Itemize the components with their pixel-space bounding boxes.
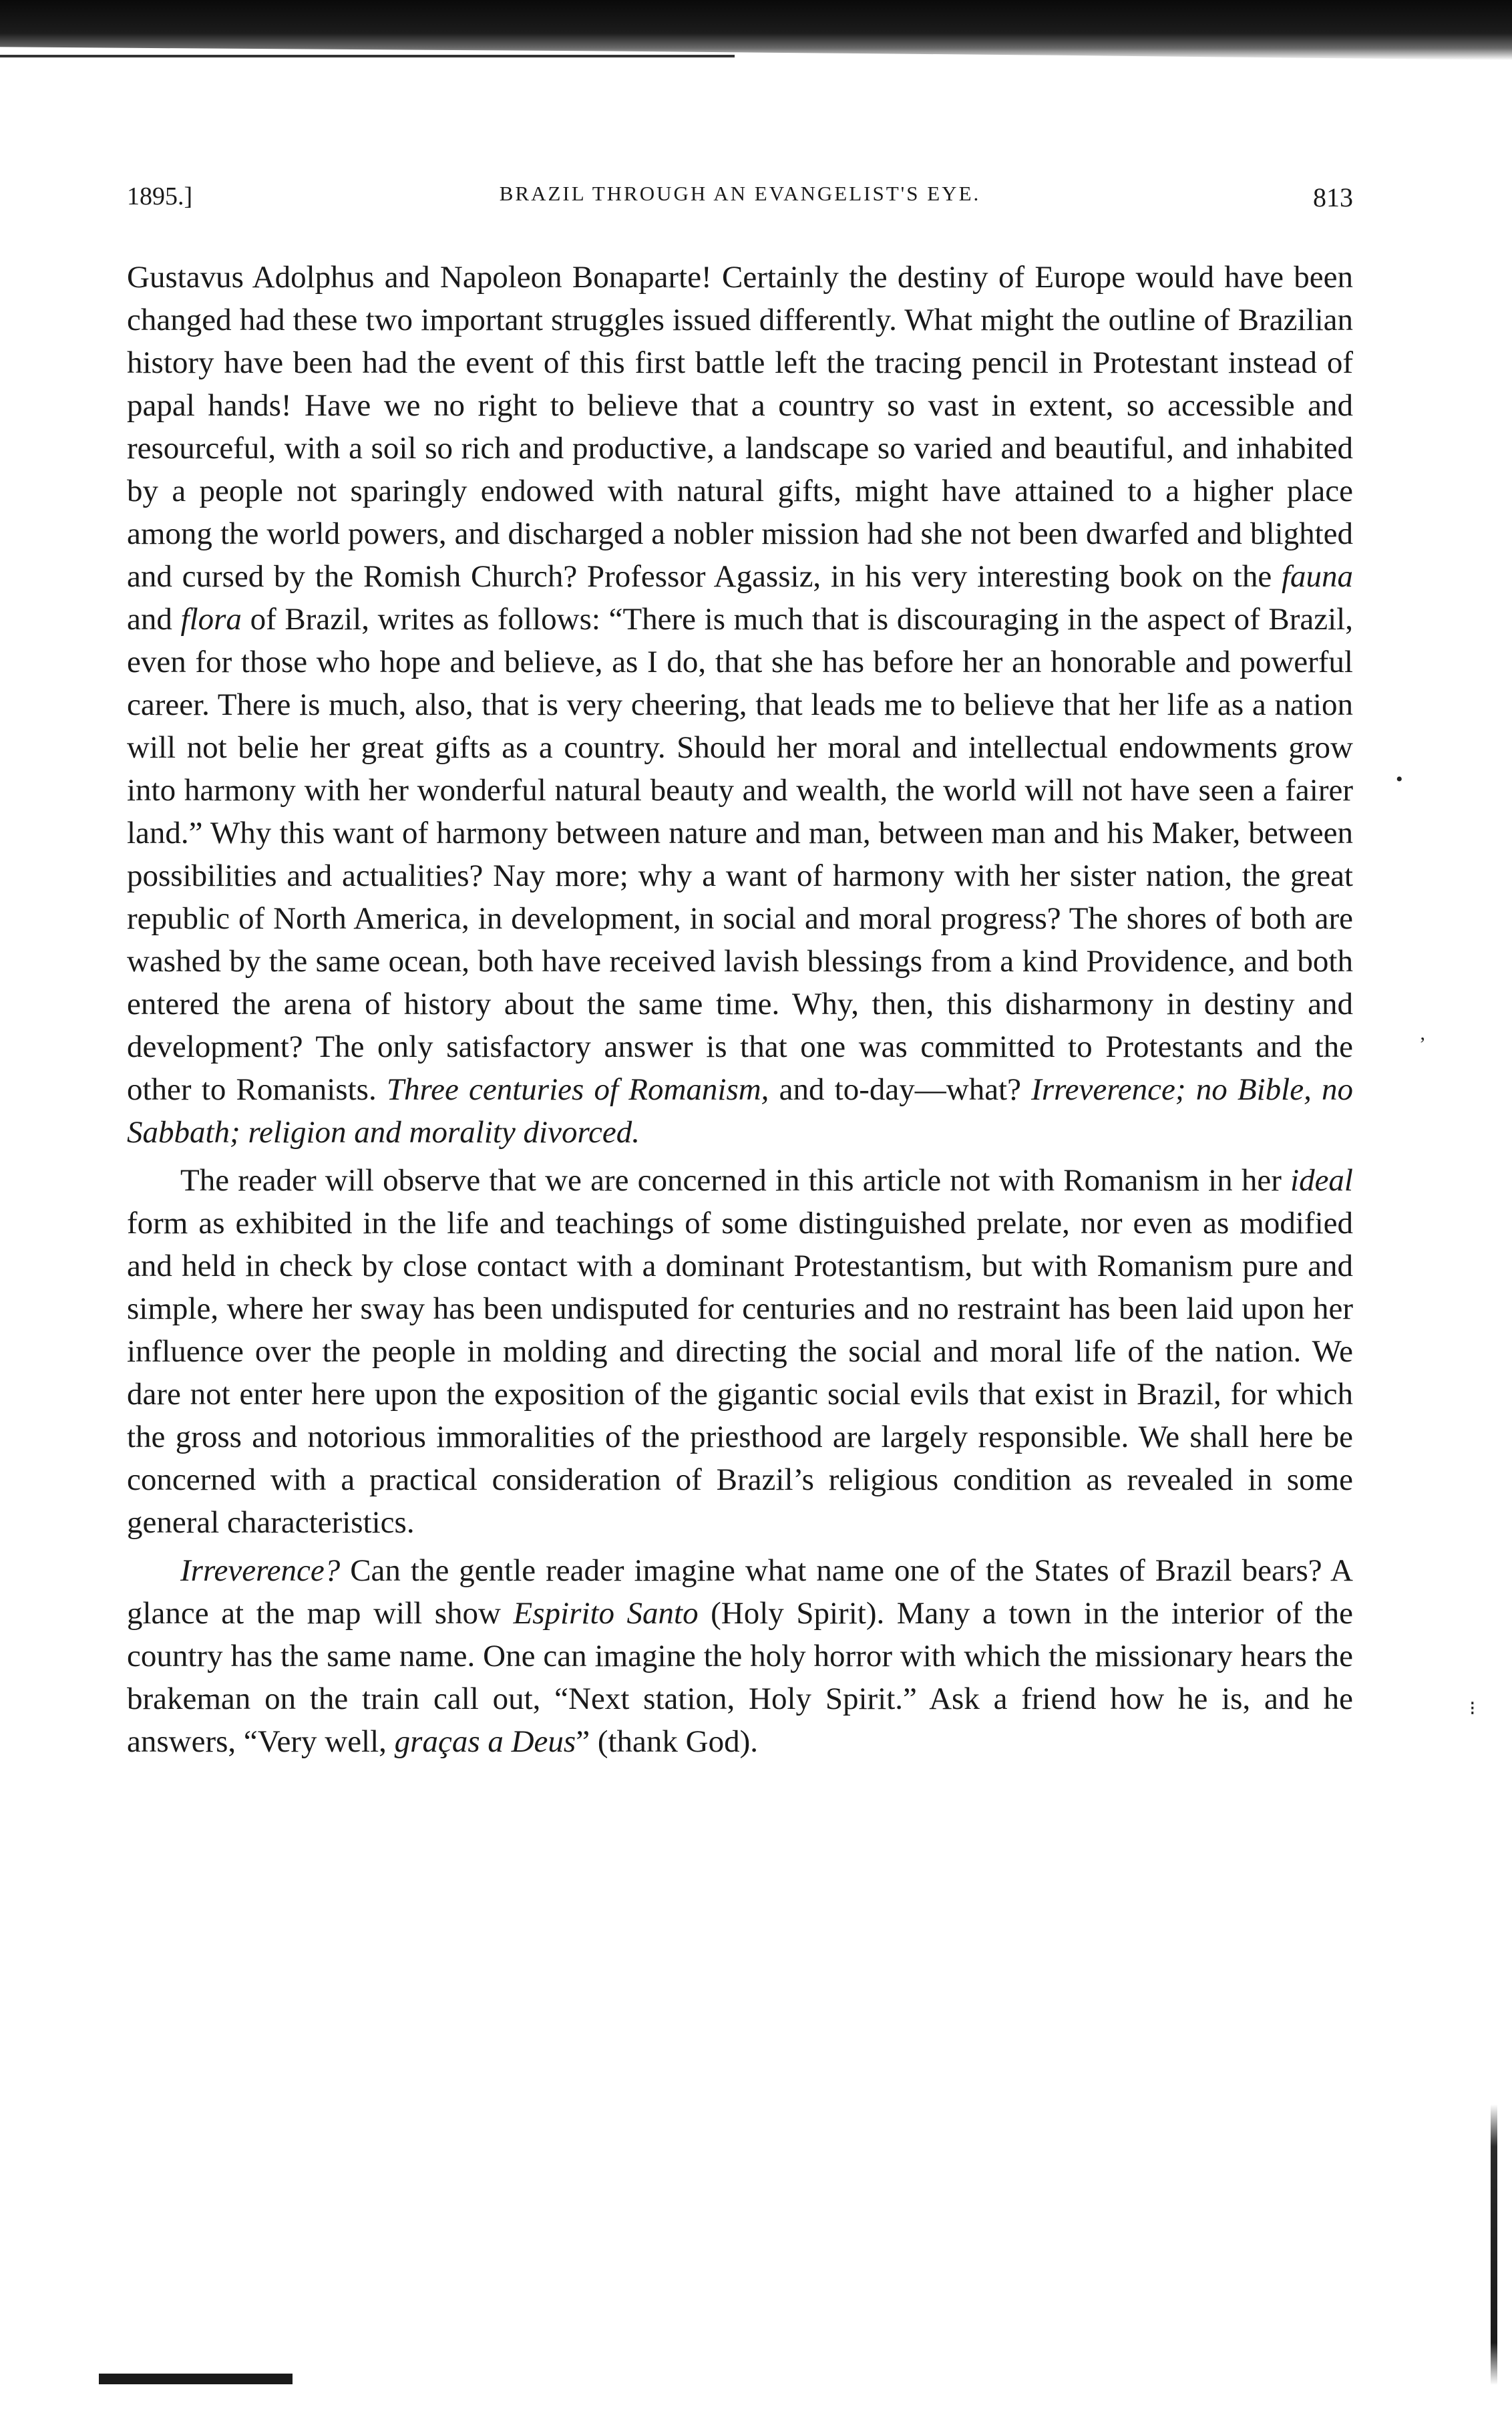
italic-text: Espirito Santo (513, 1596, 699, 1631)
body-text (127, 256, 1353, 1763)
italic-text: ideal (1290, 1163, 1353, 1198)
italic-text: Irreverence? (180, 1553, 341, 1588)
text-run: form as exhibited in the life and teachings of some distinguished prelate, nor even as modified and held in check by close contact with a dominant Protestantism, but with Romanism pure and simple, where her sway has been undisputed for centuries and no restraint has been laid upon her influence over the people in molding and directing the social and moral life of the nation. We dare not enter here upon the exposition of the gigantic social evils that exist in Brazil, for which the gross and notorious immoralities of the priesthood are largely responsible. We shall here be concerned with a practical consideration of Brazil’s religious condition as revealed in some general characteristics. (127, 1206, 1353, 1540)
italic-text: fauna (1281, 559, 1353, 594)
italic-text: Three centuries of Romanism, (386, 1072, 769, 1107)
text-run: and (127, 602, 181, 637)
text-run: ” (thank God). (576, 1724, 758, 1759)
page-number: 813 (1313, 182, 1353, 212)
running-head (127, 182, 1353, 215)
header-year: 1895.] (127, 182, 193, 210)
text-run: The reader will observe that we are concerned in this article not with Romanism in her (180, 1163, 1291, 1198)
scan-edge-right (1491, 2104, 1497, 2385)
italic-text: graças a Deus (394, 1724, 576, 1759)
text-run: (Holy Spirit). Many a town in the interior of the country has the same name. One can imagine the holy horror with which the missionary hears the brakeman on the train call out, “Next station, Holy Spirit.” Ask a friend how he is, and he answers, “Very well, (127, 1596, 1353, 1759)
text-run: of Brazil, writes as follows: “There is much that is discouraging in the aspect of Brazil, even for those who hope and believe, as I do, that she has before her an honorable and powerful career. There is much, also, that is very cheering, that leads me to believe that her life as a nation will not belie her great gifts as a country. Should her moral and intellectual endowments grow into harmony with her wonderful natural beauty and wealth, the world will not have seen a fairer land.” Why this want of harmony between nature and man, between man and his Maker, between possibilities and actualities? Nay more; why a want of harmony with her sister nation, the great republic of North America, in development, in social and moral progress? The shores of both are washed by the same ocean, both have received lavish blessings from a kind Providence, and both entered the arena of history about the same time. Why, then, this disharmony in destiny and development? The only satisfactory answer is that one was committed to Protestants and the other to Romanists. (127, 602, 1353, 1107)
paragraph (127, 1159, 1353, 1544)
text-run: Can the gentle reader imagine what name one of the States of Brazil bears? A glance at the map will show (127, 1553, 1353, 1631)
header-title: BRAZIL THROUGH AN EVANGELIST'S EYE. (499, 182, 981, 205)
italic-text: flora (180, 602, 242, 637)
margin-speck: • (1396, 768, 1403, 790)
scan-rule-top (0, 55, 735, 57)
paragraph (127, 1549, 1353, 1763)
paragraph (127, 256, 1353, 1154)
scan-edge-top (0, 0, 1512, 60)
margin-speck: ⁝ (1469, 1698, 1476, 1720)
text-run: and to-day—what? (769, 1072, 1032, 1107)
text-run: Gustavus Adolphus and Napoleon Bonaparte! Certainly the destiny of Europe would have been changed had these two important struggles issued differently. What might the outline of Brazilian history have been had the event of this first battle left the tracing pencil in Protestant instead of papal hands! Have we no right to believe that a country so vast in extent, so accessible and resourceful, with a soil so rich and productive, a landscape so varied and beautiful, and inhabited by a people not sparingly endowed with natural gifts, might have attained to a higher place among the world powers, and discharged a nobler mission had she not been dwarfed and blighted and cursed by the Romish Church? Professor Agassiz, in his very interesting book on the (127, 260, 1353, 594)
italic-text: Irreverence; no Bible, no Sabbath; religion and morality divorced. (127, 1072, 1354, 1150)
margin-speck: ‚ (1419, 1022, 1426, 1044)
scan-edge-bottom (99, 2374, 293, 2384)
